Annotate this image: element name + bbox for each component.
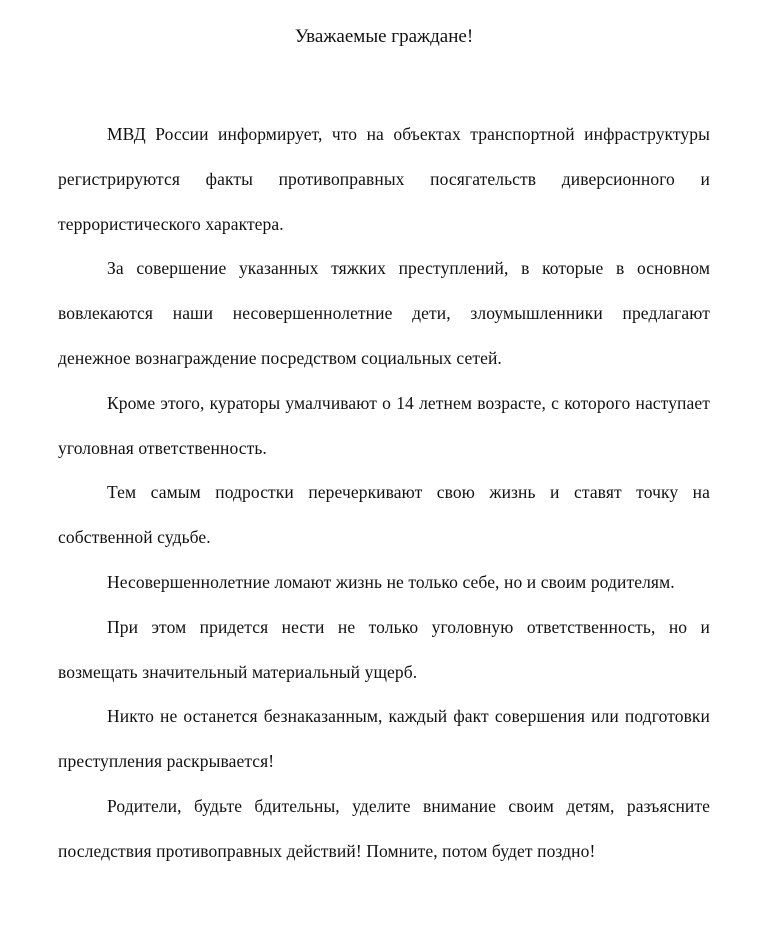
- paragraph-8: Родители, будьте бдительны, уделите внимание своим детям, разъясните последствия противоправных действий! Помните, потом будет поздно!: [58, 795, 710, 861]
- paragraph-2: За совершение указанных тяжких преступлений, в которые в основном вовлекаются наши несовершеннолетние дети, злоумышленники предлагают денежное вознаграждение посредством социальных сетей.: [58, 258, 710, 368]
- document-body: [58, 112, 710, 874]
- document-title: Уважаемые граждане!: [294, 26, 474, 47]
- paragraph-7: Никто не останется безнаказанным, каждый факт совершения или подготовки преступления раскрывается!: [58, 706, 710, 772]
- document-page: [58, 0, 710, 932]
- paragraph-6: При этом придется нести не только уголовную ответственность, но и возмещать значительный материальный ущерб.: [58, 616, 710, 682]
- paragraph-5: Несовершеннолетние ломают жизнь не только себе, но и своим родителям.: [107, 571, 675, 592]
- paragraph-1: МВД России информирует, что на объектах транспортной инфраструктуры регистрируются факты противоправных посягательств диверсионного и террористического характера.: [58, 124, 710, 234]
- paragraph-3: Кроме этого, кураторы умалчивают о 14 летнем возрасте, с которого наступает уголовная ответственность.: [58, 392, 710, 458]
- paragraph-4: Тем самым подростки перечеркивают свою жизнь и ставят точку на собственной судьбе.: [58, 482, 710, 548]
